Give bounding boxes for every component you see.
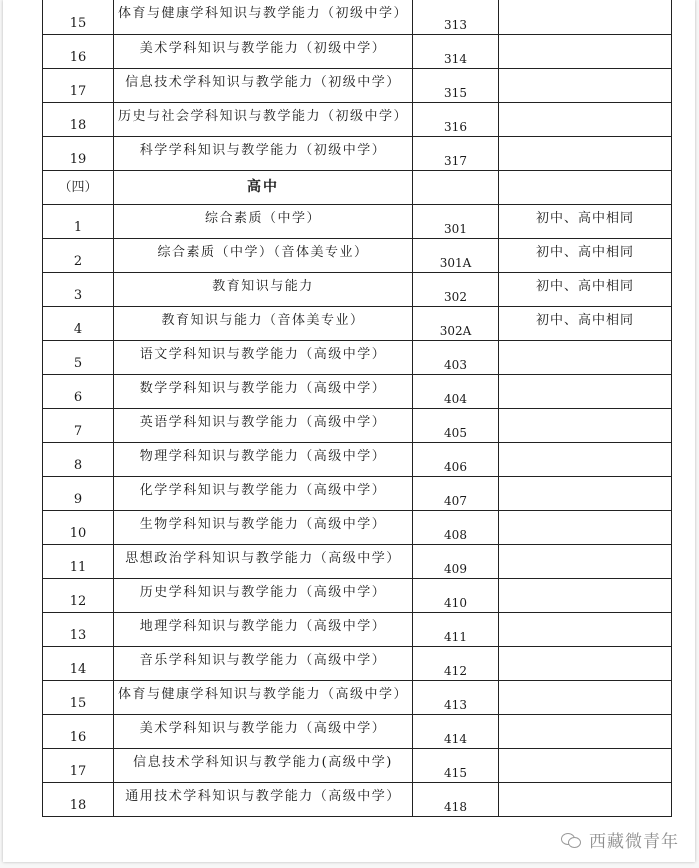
subject-name-cell: 物理学科知识与教学能力（高级中学） [114, 442, 413, 476]
row-number-cell: 13 [43, 612, 114, 646]
table-row [43, 374, 672, 408]
subject-code-cell: 405 [413, 408, 499, 442]
row-number-cell: 2 [43, 238, 114, 272]
table-row [43, 34, 672, 68]
table-row [43, 612, 672, 646]
table-row [43, 442, 672, 476]
note-cell [499, 0, 672, 34]
subject-code-cell: 302 [413, 272, 499, 306]
subject-code-cell: 316 [413, 102, 499, 136]
row-number-cell: 3 [43, 272, 114, 306]
subject-code-cell: 411 [413, 612, 499, 646]
row-number-cell: 9 [43, 476, 114, 510]
row-number-cell: 6 [43, 374, 114, 408]
subject-code-cell: 315 [413, 68, 499, 102]
row-number-cell: 5 [43, 340, 114, 374]
subject-name-cell: 历史与社会学科知识与教学能力（初级中学） [114, 102, 413, 136]
subject-name-cell: 科学学科知识与教学能力（初级中学） [114, 136, 413, 170]
subject-code-cell: 418 [413, 782, 499, 816]
subject-name-cell: 美术学科知识与教学能力（高级中学） [114, 714, 413, 748]
table-row [43, 544, 672, 578]
row-number-cell: 16 [43, 34, 114, 68]
subject-name-cell: 体育与健康学科知识与教学能力（初级中学） [114, 0, 413, 34]
note-cell: 初中、高中相同 [499, 272, 672, 306]
watermark-text: 西藏微青年 [589, 832, 679, 852]
table-row [43, 782, 672, 816]
subject-name-cell: 生物学科知识与教学能力（高级中学） [114, 510, 413, 544]
table-row [43, 306, 672, 340]
subject-code-cell: 301 [413, 204, 499, 238]
subject-code-cell: 314 [413, 34, 499, 68]
subject-code-cell: 313 [413, 0, 499, 34]
table-row [43, 646, 672, 680]
table-row [43, 170, 672, 204]
subject-name-cell: 数学学科知识与教学能力（高级中学） [114, 374, 413, 408]
subject-code-cell: 412 [413, 646, 499, 680]
note-cell [499, 136, 672, 170]
note-cell: 初中、高中相同 [499, 306, 672, 340]
subject-code-cell: 403 [413, 340, 499, 374]
watermark [561, 827, 679, 852]
note-cell [499, 170, 672, 204]
subject-name-cell: 思想政治学科知识与教学能力（高级中学） [114, 544, 413, 578]
subject-name-cell: 音乐学科知识与教学能力（高级中学） [114, 646, 413, 680]
table-row [43, 578, 672, 612]
note-cell: 初中、高中相同 [499, 204, 672, 238]
row-number-cell: 15 [43, 680, 114, 714]
note-cell [499, 510, 672, 544]
note-cell [499, 34, 672, 68]
table-row [43, 68, 672, 102]
note-cell [499, 442, 672, 476]
exam-subject-table [42, 0, 672, 817]
subject-name-cell: 信息技术学科知识与教学能力（初级中学） [114, 68, 413, 102]
subject-name-cell: 地理学科知识与教学能力（高级中学） [114, 612, 413, 646]
subject-code-cell: 408 [413, 510, 499, 544]
table-row [43, 136, 672, 170]
table-row [43, 272, 672, 306]
note-cell [499, 714, 672, 748]
note-cell [499, 578, 672, 612]
table-row [43, 680, 672, 714]
row-number-cell: 8 [43, 442, 114, 476]
document-page [3, 0, 695, 862]
table-row [43, 748, 672, 782]
table-row [43, 340, 672, 374]
row-number-cell: 18 [43, 102, 114, 136]
row-number-cell: 19 [43, 136, 114, 170]
subject-code-cell: 302A [413, 306, 499, 340]
row-number-cell: 15 [43, 0, 114, 34]
note-cell [499, 374, 672, 408]
subject-code-cell: 406 [413, 442, 499, 476]
note-cell [499, 646, 672, 680]
table-row [43, 510, 672, 544]
table-row [43, 238, 672, 272]
note-cell [499, 102, 672, 136]
subject-name-cell: 综合素质（中学）（音体美专业） [114, 238, 413, 272]
subject-code-cell: 409 [413, 544, 499, 578]
wechat-icon [561, 832, 583, 848]
subject-name-cell: 化学学科知识与教学能力（高级中学） [114, 476, 413, 510]
subject-code-cell: 407 [413, 476, 499, 510]
subject-name-cell: 体育与健康学科知识与教学能力（高级中学） [114, 680, 413, 714]
row-number-cell: 12 [43, 578, 114, 612]
row-number-cell: 16 [43, 714, 114, 748]
row-number-cell: 1 [43, 204, 114, 238]
table-body [43, 0, 672, 816]
subject-name-cell: 通用技术学科知识与教学能力（高级中学） [114, 782, 413, 816]
row-number-cell: 17 [43, 748, 114, 782]
subject-name-cell: 教育知识与能力（音体美专业） [114, 306, 413, 340]
note-cell [499, 748, 672, 782]
subject-name-cell: 教育知识与能力 [114, 272, 413, 306]
row-number-cell: 10 [43, 510, 114, 544]
subject-code-cell: 413 [413, 680, 499, 714]
table-row [43, 408, 672, 442]
table-row [43, 0, 672, 34]
note-cell: 初中、高中相同 [499, 238, 672, 272]
row-number-cell: 4 [43, 306, 114, 340]
row-number-cell: 14 [43, 646, 114, 680]
subject-name-cell: 美术学科知识与教学能力（初级中学） [114, 34, 413, 68]
subject-code-cell: 317 [413, 136, 499, 170]
note-cell [499, 782, 672, 816]
subject-name-cell: 综合素质（中学） [114, 204, 413, 238]
subject-code-cell [413, 170, 499, 204]
subject-name-cell: 信息技术学科知识与教学能力(高级中学) [114, 748, 413, 782]
subject-name-cell: 英语学科知识与教学能力（高级中学） [114, 408, 413, 442]
subject-code-cell: 415 [413, 748, 499, 782]
subject-code-cell: 301A [413, 238, 499, 272]
subject-code-cell: 414 [413, 714, 499, 748]
row-number-cell: （四） [43, 170, 114, 204]
subject-name-cell: 高中 [114, 170, 413, 204]
table-row [43, 204, 672, 238]
note-cell [499, 612, 672, 646]
row-number-cell: 11 [43, 544, 114, 578]
note-cell [499, 408, 672, 442]
subject-code-cell: 410 [413, 578, 499, 612]
table-row [43, 102, 672, 136]
row-number-cell: 18 [43, 782, 114, 816]
note-cell [499, 476, 672, 510]
table-row [43, 476, 672, 510]
note-cell [499, 544, 672, 578]
note-cell [499, 340, 672, 374]
row-number-cell: 17 [43, 68, 114, 102]
row-number-cell: 7 [43, 408, 114, 442]
subject-name-cell: 历史学科知识与教学能力（高级中学） [114, 578, 413, 612]
note-cell [499, 680, 672, 714]
subject-code-cell: 404 [413, 374, 499, 408]
subject-name-cell: 语文学科知识与教学能力（高级中学） [114, 340, 413, 374]
table-row [43, 714, 672, 748]
note-cell [499, 68, 672, 102]
